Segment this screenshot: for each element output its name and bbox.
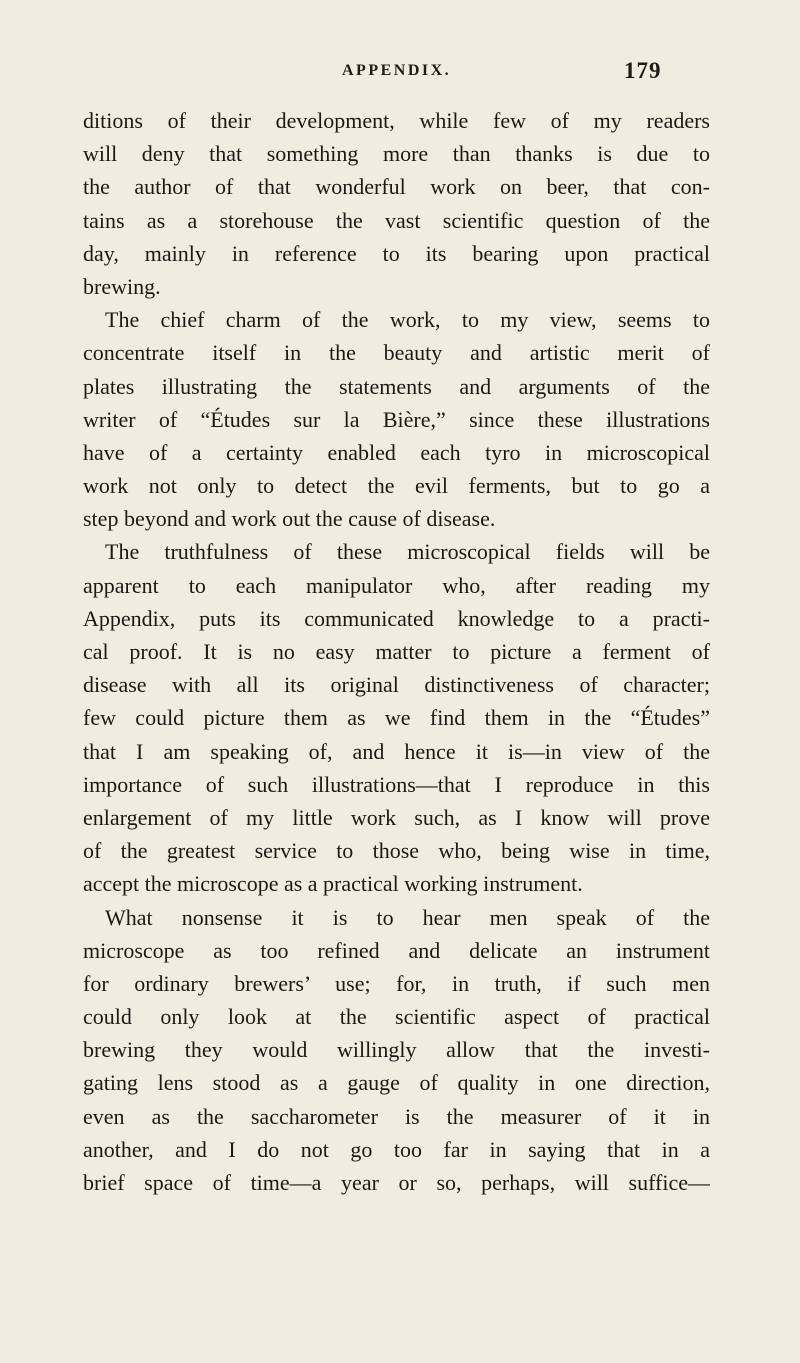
text-line: What nonsense it is to hear men speak of the	[105, 904, 710, 930]
text-line: brewing.	[83, 273, 161, 299]
text-line: enlargement of my little work such, as I know will prove	[83, 804, 710, 830]
text-line: will deny that something more than thanks is due to	[83, 141, 710, 167]
text-line: cal proof. It is no easy matter to picture a ferment of	[83, 639, 710, 664]
text-line: for ordinary brewers’ use; for, in truth, if such men	[83, 970, 710, 996]
text-line: accept the microscope as a practical working instrument.	[83, 871, 583, 897]
text-line: could only look at the scientific aspect of practical	[83, 1004, 710, 1030]
text-line: The truthfulness of these microscopical fields will be	[105, 539, 710, 565]
text-line: have of a certainty enabled each tyro in microscopical	[83, 439, 710, 465]
text-line: the author of that wonderful work on beer, that con-	[83, 174, 710, 200]
text-line: brewing they would willingly allow that the investi-	[83, 1037, 710, 1063]
text-line: apparent to each manipulator who, after reading my	[83, 572, 710, 598]
text-line: few could picture them as we find them in the “Études”	[83, 705, 710, 731]
text-line: ditions of their development, while few of my readers	[83, 108, 710, 133]
text-line: that I am speaking of, and hence it is—in view of the	[83, 738, 710, 764]
text-line: microscope as too refined and delicate an instrument	[83, 937, 710, 963]
text-line: plates illustrating the statements and arguments of the	[83, 373, 710, 399]
text-line: of the greatest service to those who, being wise in time,	[83, 838, 710, 864]
text-line: step beyond and work out the cause of disease.	[83, 506, 496, 532]
text-line: disease with all its original distinctiveness of character;	[83, 672, 710, 698]
body-text	[83, 104, 710, 1199]
text-line: writer of “Études sur la Bière,” since these illustrations	[83, 406, 710, 432]
text-line: Appendix, puts its communicated knowledge to a practi-	[83, 605, 710, 631]
text-line: The chief charm of the work, to my view, seems to	[105, 307, 710, 333]
text-line: gating lens stood as a gauge of quality in one direction,	[83, 1070, 710, 1096]
text-line: even as the saccharometer is the measurer of it in	[83, 1103, 710, 1129]
running-head	[0, 58, 800, 88]
text-line: another, and I do not go too far in saying that in a	[83, 1136, 710, 1162]
running-title: APPENDIX.	[342, 62, 452, 79]
text-line: work not only to detect the evil ferments, but to go a	[83, 473, 710, 499]
text-line: concentrate itself in the beauty and artistic merit of	[83, 340, 710, 366]
text-line: importance of such illustrations—that I reproduce in this	[83, 771, 710, 797]
page-number: 179	[624, 58, 662, 83]
text-line: tains as a storehouse the vast scientific question of the	[83, 207, 710, 233]
text-line: day, mainly in reference to its bearing upon practical	[83, 240, 710, 266]
text-line: brief space of time—a year or so, perhaps, will suffice—	[83, 1170, 710, 1195]
